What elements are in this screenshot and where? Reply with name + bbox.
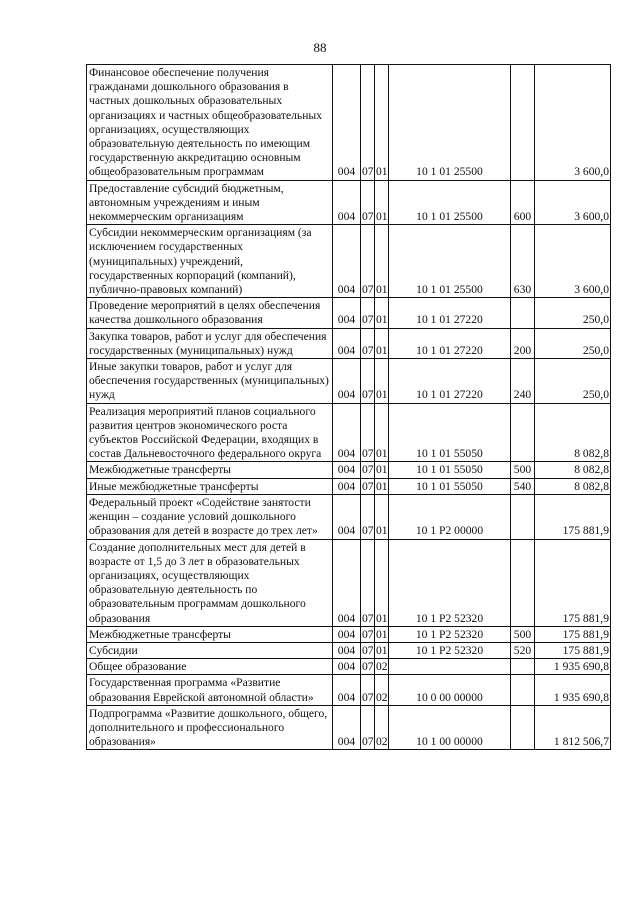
row-csr-code: 10 1 P2 00000 (389, 494, 511, 539)
row-rz-code: 07 (361, 494, 375, 539)
table-row (87, 626, 611, 642)
row-pr-code: 01 (375, 359, 389, 404)
row-pr-code: 01 (375, 539, 389, 626)
row-vr-code: 500 (511, 462, 535, 478)
row-name: Межбюджетные трансферты (87, 462, 333, 478)
row-sum: 250,0 (535, 328, 611, 358)
row-name: Финансовое обеспечение получения гражданами дошкольного образования в частных дошкольных образовательных организациях и частных общеобразовательных организациях, осуществляющих образовательную деятельность по имеющим государственную аккредитацию основным общеобразовательным программам (87, 65, 333, 181)
table-row (87, 65, 611, 181)
row-csr-code: 10 1 01 27220 (389, 359, 511, 404)
row-gr-code: 004 (333, 298, 361, 328)
row-name: Федеральный проект «Содействие занятости женщин – создание условий дошкольного образования для детей в возрасте до трех лет» (87, 494, 333, 539)
page-number: 88 (313, 40, 327, 55)
table-row (87, 659, 611, 675)
row-pr-code: 01 (375, 494, 389, 539)
row-sum: 175 881,9 (535, 642, 611, 658)
row-csr-code (389, 659, 511, 675)
row-vr-code: 630 (511, 225, 535, 298)
row-vr-code (511, 659, 535, 675)
row-sum: 8 082,8 (535, 478, 611, 494)
row-rz-code: 07 (362, 463, 374, 477)
row-gr-code: 004 (333, 675, 361, 705)
row-vr-code (511, 403, 535, 462)
row-gr-code: 004 (333, 642, 361, 658)
row-vr-code: 600 (511, 180, 535, 225)
row-sum: 1 935 690,8 (535, 659, 611, 675)
row-csr-code: 10 1 01 25500 (389, 65, 511, 181)
row-rz-code: 07 (361, 328, 375, 358)
row-csr-code: 10 1 01 27220 (389, 298, 511, 328)
row-vr-code (511, 298, 535, 328)
table-row (87, 642, 611, 658)
row-rz-code: 07 (361, 180, 375, 225)
row-pr-code: 02 (376, 660, 388, 674)
row-name: Создание дополнительных мест для детей в возрасте от 1,5 до 3 лет в образовательных организациях, осуществляющих образовательную деятельность по образовательным программам дошкольного образования (87, 539, 333, 626)
row-sum: 3 600,0 (535, 225, 611, 298)
table-row (87, 675, 611, 705)
row-csr-code: 10 1 01 25500 (389, 180, 511, 225)
row-name: Общее образование (87, 659, 333, 675)
row-rz-code: 07 (361, 403, 375, 462)
row-csr-code: 10 1 P2 52320 (389, 626, 511, 642)
row-vr-code (511, 494, 535, 539)
row-sum: 175 881,9 (535, 626, 611, 642)
row-pr-code: 02 (375, 705, 389, 750)
row-gr-code: 004 (333, 659, 361, 675)
row-gr-code: 004 (333, 626, 361, 642)
row-pr-code: 01 (375, 225, 389, 298)
row-pr-code: 01 (375, 328, 389, 358)
row-gr-code: 004 (333, 494, 361, 539)
row-name: Проведение мероприятий в целях обеспечения качества дошкольного образования (87, 298, 333, 328)
row-pr-code: 01 (376, 479, 388, 493)
row-vr-code: 500 (511, 626, 535, 642)
table-row (87, 298, 611, 328)
row-rz-code: 07 (361, 359, 375, 404)
row-rz-code: 07 (362, 643, 374, 657)
row-name: Предоставление субсидий бюджетным, автономным учреждениям и иным некоммерческим организациям (87, 180, 333, 225)
row-gr-code: 004 (333, 225, 361, 298)
row-vr-code: 520 (511, 642, 535, 658)
row-pr-code: 01 (375, 65, 389, 181)
table-row (87, 328, 611, 358)
row-sum: 1 935 690,8 (535, 675, 611, 705)
row-rz-code: 07 (362, 660, 374, 674)
row-csr-code: 10 1 01 25500 (389, 225, 511, 298)
row-rz-code: 07 (361, 675, 375, 705)
table-row (87, 478, 611, 494)
row-sum: 8 082,8 (535, 403, 611, 462)
table-row (87, 403, 611, 462)
row-name: Межбюджетные трансферты (87, 626, 333, 642)
row-rz-code: 07 (361, 298, 375, 328)
row-rz-code: 07 (361, 705, 375, 750)
table-row (87, 180, 611, 225)
row-gr-code: 004 (333, 328, 361, 358)
row-pr-code: 01 (376, 643, 388, 657)
row-vr-code: 240 (511, 359, 535, 404)
row-pr-code: 01 (376, 463, 388, 477)
row-rz-code: 07 (361, 539, 375, 626)
row-csr-code: 10 1 01 55050 (389, 462, 511, 478)
row-pr-code: 02 (375, 675, 389, 705)
row-gr-code: 004 (333, 65, 361, 181)
table-row (87, 539, 611, 626)
row-sum: 175 881,9 (535, 494, 611, 539)
row-name: Закупка товаров, работ и услуг для обеспечения государственных (муниципальных) нужд (87, 328, 333, 358)
row-pr-code: 01 (376, 627, 388, 641)
table-row (87, 225, 611, 298)
row-vr-code (511, 675, 535, 705)
row-sum: 1 812 506,7 (535, 705, 611, 750)
row-pr-code: 01 (375, 180, 389, 225)
row-sum: 3 600,0 (535, 180, 611, 225)
row-gr-code: 004 (333, 462, 361, 478)
row-vr-code (511, 539, 535, 626)
row-vr-code: 540 (511, 478, 535, 494)
table-row (87, 494, 611, 539)
row-pr-code: 01 (375, 403, 389, 462)
row-vr-code: 200 (511, 328, 535, 358)
row-name: Субсидии некоммерческим организациям (за исключением государственных (муниципальных) учреждений, государственных корпораций (компаний), публично-правовых компаний) (87, 225, 333, 298)
row-sum: 250,0 (535, 298, 611, 328)
row-csr-code: 10 1 00 00000 (389, 705, 511, 750)
row-csr-code: 10 1 P2 52320 (389, 539, 511, 626)
table-row (87, 359, 611, 404)
row-vr-code (511, 65, 535, 181)
row-gr-code: 004 (333, 359, 361, 404)
row-sum: 175 881,9 (535, 539, 611, 626)
row-pr-code: 01 (375, 298, 389, 328)
row-sum: 250,0 (535, 359, 611, 404)
row-csr-code: 10 1 P2 52320 (389, 642, 511, 658)
row-csr-code: 10 1 01 27220 (389, 328, 511, 358)
row-name: Подпрограмма «Развитие дошкольного, общего, дополнительного и профессионального образования» (87, 705, 333, 750)
row-csr-code: 10 1 01 55050 (389, 403, 511, 462)
row-name: Иные межбюджетные трансферты (87, 478, 333, 494)
row-rz-code: 07 (361, 65, 375, 181)
row-gr-code: 004 (333, 705, 361, 750)
row-vr-code (511, 705, 535, 750)
row-csr-code: 10 0 00 00000 (389, 675, 511, 705)
budget-table (86, 64, 611, 750)
row-gr-code: 004 (333, 539, 361, 626)
row-gr-code: 004 (333, 403, 361, 462)
row-sum: 8 082,8 (535, 462, 611, 478)
row-gr-code: 004 (333, 478, 361, 494)
row-csr-code: 10 1 01 55050 (389, 478, 511, 494)
table-row (87, 462, 611, 478)
row-rz-code: 07 (361, 225, 375, 298)
row-rz-code: 07 (362, 479, 374, 493)
row-name: Государственная программа «Развитие образования Еврейской автономной области» (87, 675, 333, 705)
row-rz-code: 07 (362, 627, 374, 641)
row-name: Субсидии (87, 642, 333, 658)
row-name: Реализация мероприятий планов социального развития центров экономического роста субъектов Российской Федерации, входящих в состав Дальневосточного федерального округа (87, 403, 333, 462)
row-sum: 3 600,0 (535, 65, 611, 181)
row-gr-code: 004 (333, 180, 361, 225)
row-name: Иные закупки товаров, работ и услуг для обеспечения государственных (муниципальных) нужд (87, 359, 333, 404)
table-row (87, 705, 611, 750)
